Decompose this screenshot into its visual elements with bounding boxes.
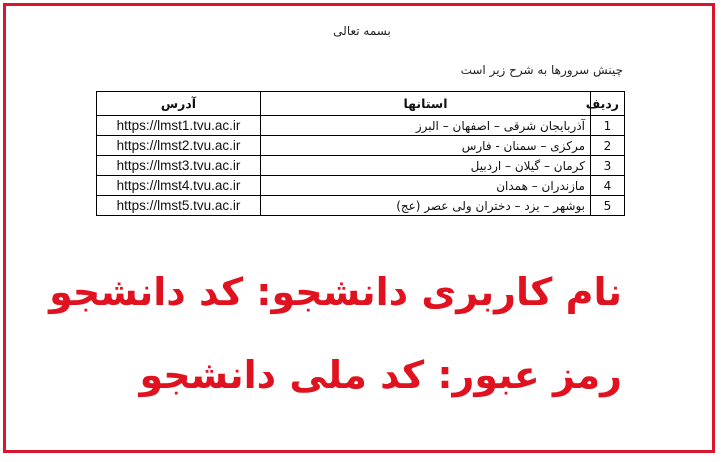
row-provinces: کرمان – گیلان – اردبیل — [261, 156, 591, 176]
document-heading: بسمه تعالی — [333, 24, 391, 38]
row-address-link[interactable]: https://lmst3.tvu.ac.ir — [97, 156, 261, 176]
row-address-link[interactable]: https://lmst2.tvu.ac.ir — [97, 136, 261, 156]
row-address-link[interactable]: https://lmst5.tvu.ac.ir — [97, 196, 261, 216]
row-address-link[interactable]: https://lmst4.tvu.ac.ir — [97, 176, 261, 196]
header-row-number: ردیف — [591, 92, 625, 116]
password-instruction: رمز عبور: کد ملی دانشجو — [139, 353, 622, 397]
table-row — [97, 116, 625, 136]
table-row — [97, 136, 625, 156]
table-row — [97, 176, 625, 196]
row-provinces: بوشهر – یزد – دختران ولی عصر (عج) — [261, 196, 591, 216]
row-provinces: مازندران – همدان — [261, 176, 591, 196]
servers-table — [96, 91, 625, 216]
username-instruction: نام کاربری دانشجو: کد دانشجو — [49, 270, 622, 314]
row-number: 4 — [591, 176, 625, 196]
row-number: 5 — [591, 196, 625, 216]
row-number: 2 — [591, 136, 625, 156]
table-header-row — [97, 92, 625, 116]
header-address: آدرس — [97, 92, 261, 116]
row-provinces: مرکزی – سمنان - فارس — [261, 136, 591, 156]
row-number: 3 — [591, 156, 625, 176]
header-provinces: استانها — [261, 92, 591, 116]
table-row — [97, 156, 625, 176]
table-row — [97, 196, 625, 216]
row-number: 1 — [591, 116, 625, 136]
intro-text: چینش سرورها به شرح زیر است — [460, 63, 623, 77]
row-address-link[interactable]: https://lmst1.tvu.ac.ir — [97, 116, 261, 136]
row-provinces: آذربایجان شرقی – اصفهان – البرز — [261, 116, 591, 136]
